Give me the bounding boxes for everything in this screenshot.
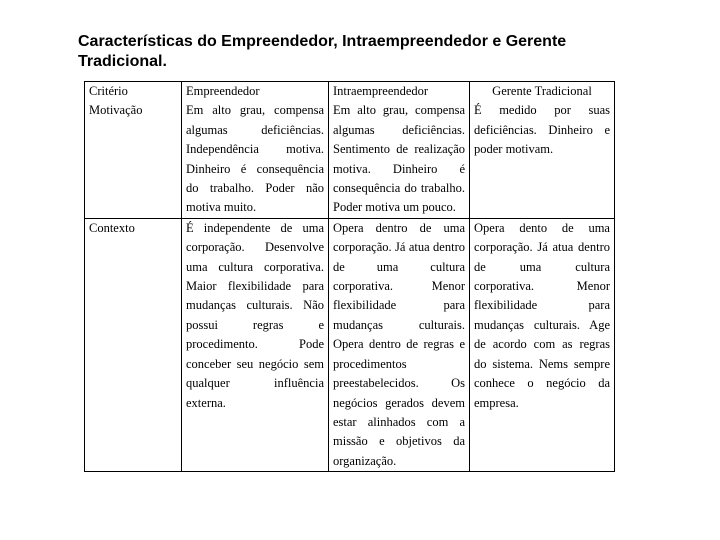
table-row-contexto [85,218,615,471]
cell-contexto-gerente: Opera dento de uma corporação. Já atua dentro de uma cultura corporativa. Menor flexibilidade para mudanças culturais. Age de acordo com as regras do sistema. Nems sempre conhece o negócio da empresa. [470,218,615,471]
comparison-table [84,81,615,472]
cell-contexto-empreendedor: É independente de uma corporação. Desenvolve uma cultura corporativa. Maior flexibilidade para mudanças culturais. Não possui regras e procedimento. Pode conceber seu negócio sem qualquer influência externa. [182,218,329,471]
row-label-motivacao: Motivação [85,101,182,218]
table-header-row [85,82,615,102]
column-header-intraempreendedor: Intraempreendedor [329,82,470,102]
column-header-criterio: Critério [85,82,182,102]
cell-contexto-intraempreendedor: Opera dentro de uma corporação. Já atua dentro de uma cultura corporativa. Menor flexibilidade para mudanças culturais. Opera dentro de regras e procedimentos preestabelecidos. Os negócios gerados devem estar alinhados com a missão e objetivos da organização. [329,218,470,471]
cell-motivacao-intraempreendedor: Em alto grau, compensa algumas deficiências. Sentimento de realização motiva. Dinheiro é consequência do trabalho. Poder motiva um pouco. [329,101,470,218]
column-header-empreendedor: Empreendedor [182,82,329,102]
column-header-gerente-tradicional: Gerente Tradicional [470,82,615,102]
cell-motivacao-empreendedor: Em alto grau, compensa algumas deficiências. Independência motiva. Dinheiro é consequência do trabalho. Poder não motiva muito. [182,101,329,218]
row-label-contexto: Contexto [85,218,182,471]
page-title: Características do Empreendedor, Intraempreendedor e Gerente Tradicional. [78,33,567,70]
table-row-motivacao [85,101,615,218]
cell-motivacao-gerente: É medido por suas deficiências. Dinheiro e poder motivam. [470,101,615,218]
